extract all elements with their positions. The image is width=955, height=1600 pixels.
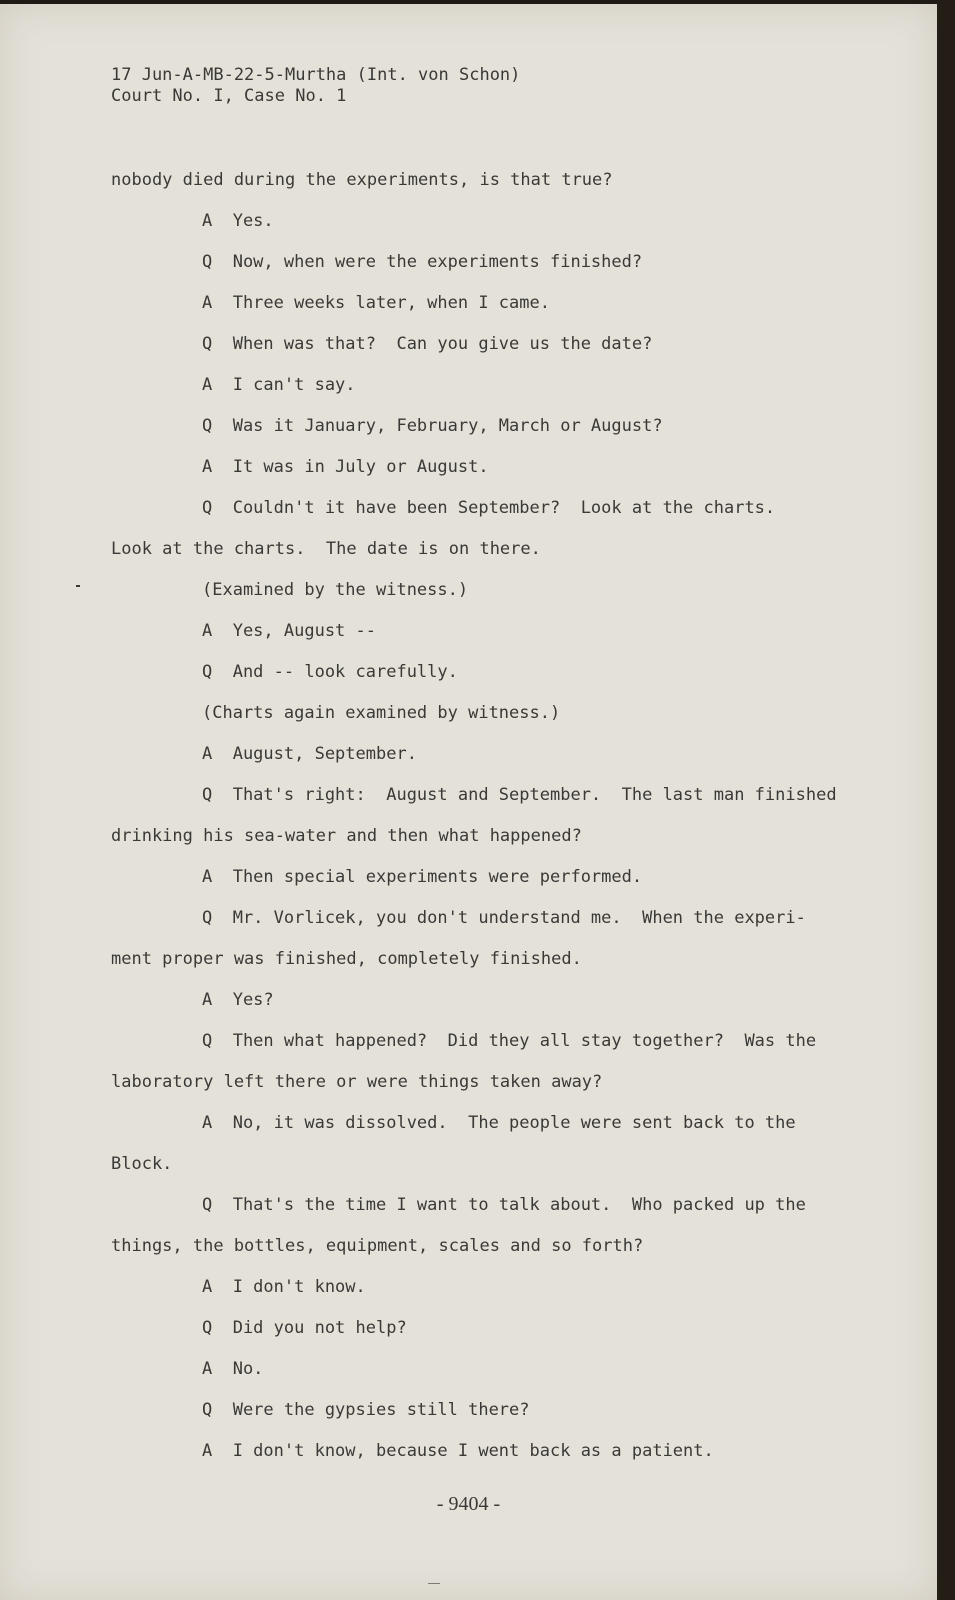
transcript-line: A I can't say.	[202, 375, 356, 395]
transcript-line: A Yes, August --	[202, 621, 376, 641]
transcript-line: things, the bottles, equipment, scales and so forth?	[111, 1236, 644, 1256]
transcript-line: A Yes.	[202, 211, 274, 231]
ink-speck	[76, 585, 80, 587]
transcript-line: Q Couldn't it have been September? Look at the charts.	[202, 498, 776, 518]
transcript-line: Q When was that? Can you give us the date?	[202, 334, 653, 354]
transcript-line: Q That's right: August and September. The last man finished	[202, 785, 837, 805]
scan-edge	[937, 0, 955, 1600]
transcript-line: Block.	[111, 1154, 173, 1174]
transcript-line: (Examined by the witness.)	[202, 580, 469, 600]
page-number: - 9404 -	[436, 1493, 501, 1515]
transcript-line: Q Was it January, February, March or August?	[202, 416, 663, 436]
transcript-line: A I don't know.	[202, 1277, 366, 1297]
transcript-line: Q That's the time I want to talk about. Who packed up the	[202, 1195, 806, 1215]
transcript-line: Look at the charts. The date is on there.	[111, 539, 541, 559]
transcript-line: A It was in July or August.	[202, 457, 489, 477]
transcript-line: A I don't know, because I went back as a patient.	[202, 1441, 714, 1461]
transcript-line: A Then special experiments were performed.	[202, 867, 643, 887]
ink-speck	[428, 1583, 440, 1584]
transcript-line: A Three weeks later, when I came.	[202, 293, 550, 313]
transcript-line: ment proper was finished, completely finished.	[111, 949, 582, 969]
transcript-line: A August, September.	[202, 744, 417, 764]
transcript-line: Q Mr. Vorlicek, you don't understand me. When the experi-	[202, 908, 806, 928]
transcript-line: Q And -- look carefully.	[202, 662, 458, 682]
transcript-line: Q Did you not help?	[202, 1318, 407, 1338]
transcript-line: laboratory left there or were things taken away?	[111, 1072, 603, 1092]
transcript-line: A No, it was dissolved. The people were sent back to the	[202, 1113, 796, 1133]
transcript-line: A No.	[202, 1359, 264, 1379]
transcript-line: Q Were the gypsies still there?	[202, 1400, 530, 1420]
header-line-2: Court No. I, Case No. 1	[111, 86, 347, 106]
transcript-line: nobody died during the experiments, is that true?	[111, 170, 613, 190]
transcript-line: Q Now, when were the experiments finished?	[202, 252, 643, 272]
transcript-line: drinking his sea-water and then what happened?	[111, 826, 582, 846]
transcript-line: Q Then what happened? Did they all stay together? Was the	[202, 1031, 817, 1051]
header-line-1: 17 Jun-A-MB-22-5-Murtha (Int. von Schon)	[111, 65, 521, 85]
transcript-line: A Yes?	[202, 990, 274, 1010]
transcript-line: (Charts again examined by witness.)	[202, 703, 561, 723]
